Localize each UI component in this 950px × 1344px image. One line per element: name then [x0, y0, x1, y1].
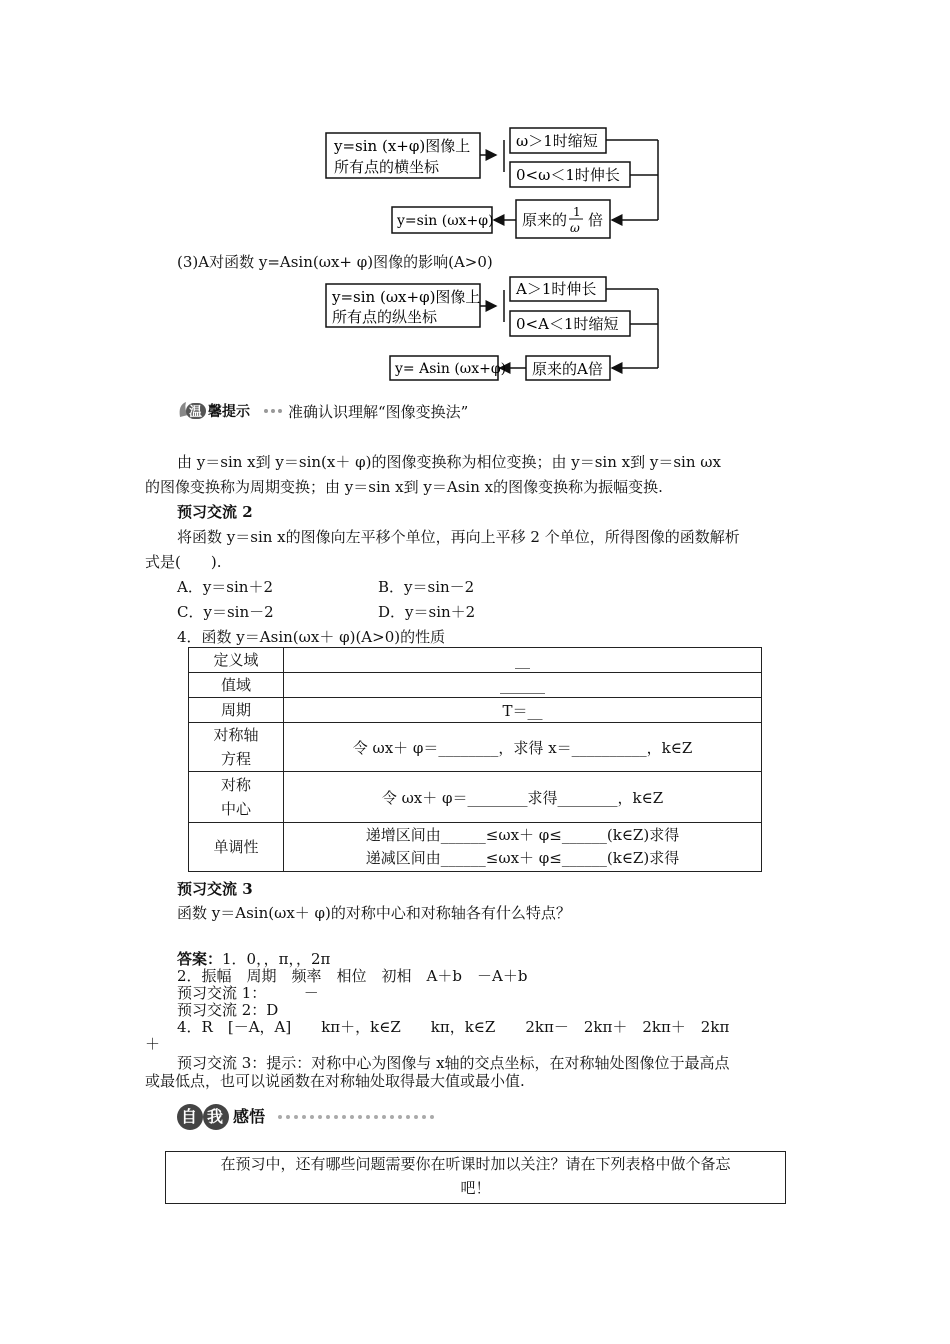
- d2-branch-bottom: 0<A＜1时缩短: [516, 315, 619, 333]
- memo-line1: 在预习中，还有哪些问题需要你在听课时加以关注？请在下列表格中做个备忘: [220, 1155, 731, 1173]
- row-label: 周期: [189, 698, 284, 723]
- tip-body-2: 的图像变换称为周期变换；由 y＝sin x到 y＝Asin x的图像变换称为振幅变换.: [145, 478, 663, 496]
- row-label-line2: 中心: [220, 800, 251, 818]
- answers-line6: ＋: [145, 1035, 161, 1053]
- answers-line1-text: 1．0，，π，，2π: [222, 950, 331, 968]
- row-value-line2: 递减区间由______≤ωx＋ φ≤______(k∈Z)求得: [365, 849, 680, 867]
- table-row: [189, 673, 762, 698]
- row-label-line2: 方程: [220, 750, 251, 768]
- table-row: [189, 648, 762, 673]
- preview2-title: 预习交流 2: [177, 503, 253, 521]
- d2-output: y= Asin (ωx+φ): [395, 361, 507, 377]
- row-value: 令 ωx＋ φ＝________，求得 x＝__________，k∈Z: [284, 723, 762, 772]
- answers-line7b: 或最低点，也可以说函数在对称轴处取得最大值或最小值.: [145, 1072, 525, 1090]
- d1-start-line1: y=sin (x+φ)图像上: [334, 137, 471, 155]
- section3-title: (3)A对函数 y=Asin(ωx+ φ)图像的影响(A>0): [177, 253, 493, 271]
- answers-label: 答案：: [177, 950, 223, 968]
- memo-box: [165, 1151, 786, 1204]
- d1-result-prefix: 原来的: [522, 211, 568, 229]
- self-badge-char1: 自: [181, 1107, 198, 1126]
- table-row: [189, 723, 762, 772]
- option-c: C．y＝sin－2: [177, 603, 274, 621]
- self-badge-char2: 我: [207, 1107, 224, 1126]
- row-value-line1: 递增区间由______≤ωx＋ φ≤______(k∈Z)求得: [365, 826, 680, 844]
- row-value: [284, 823, 762, 872]
- amplitude-transform-diagram: [320, 270, 670, 385]
- self-badge-text: 感悟: [233, 1107, 266, 1126]
- d1-output: y=sin (ωx+φ): [397, 213, 494, 229]
- svg-text:温: 温: [189, 405, 203, 420]
- answers-line3: 预习交流 1： －: [177, 984, 319, 1002]
- preview3-question: 函数 y＝Asin(ωx＋ φ)的对称中心和对称轴各有什么特点？: [177, 904, 571, 922]
- section4-title: 4．函数 y＝Asin(ωx＋ φ)(A>0)的性质: [177, 628, 446, 646]
- row-label: [189, 723, 284, 772]
- table-row: [189, 772, 762, 823]
- row-label: 值域: [189, 673, 284, 698]
- tip-badge: [176, 399, 286, 421]
- row-label: 单调性: [189, 823, 284, 872]
- table-row: [189, 823, 762, 872]
- row-label: [189, 772, 284, 823]
- d2-result-box: 原来的A倍: [532, 360, 603, 378]
- svg-text:馨提示: 馨提示: [208, 404, 250, 420]
- d1-start-line2: 所有点的横坐标: [334, 158, 440, 176]
- memo-line2: 吧！: [460, 1179, 491, 1197]
- option-b: B．y＝sin－2: [378, 578, 475, 596]
- row-value: __: [284, 648, 762, 673]
- d1-result-suffix: 倍: [588, 211, 604, 229]
- d1-frac-num: 1: [573, 205, 581, 219]
- d1-branch-bottom: 0<ω＜1时伸长: [516, 166, 620, 184]
- properties-table: [188, 647, 762, 872]
- row-label-line1: 对称轴: [213, 726, 259, 744]
- answers-line2: 2．振幅 周期 频率 相位 初相 A＋b －A＋b: [177, 967, 528, 985]
- preview3-title: 预习交流 3: [177, 880, 253, 898]
- d1-frac-den: ω: [570, 221, 580, 235]
- tip-body-1: 由 y＝sin x到 y＝sin(x＋ φ)的图像变换称为相位变换；由 y＝sin x到 y＝sin ωx: [177, 453, 721, 471]
- preview2-question-2: 式是( ).: [145, 553, 222, 571]
- row-label-line1: 对称: [220, 776, 251, 794]
- d1-branch-top: ω＞1时缩短: [516, 132, 598, 150]
- d2-start-line2: 所有点的纵坐标: [332, 308, 438, 326]
- answers-line4: 预习交流 2：D: [177, 1001, 279, 1019]
- answers-line5: 4．R [－A，A] kπ＋，k∈Z kπ，k∈Z 2kπ－ 2kπ＋ 2kπ＋ 2kπ: [177, 1018, 730, 1036]
- option-a: A．y＝sin＋2: [177, 578, 274, 596]
- answers-line1: [177, 951, 330, 968]
- self-reflection-badge: [176, 1103, 438, 1131]
- option-d: D．y＝sin＋2: [378, 603, 476, 621]
- row-value: 令 ωx＋ φ＝________求得________，k∈Z: [284, 772, 762, 823]
- tip-heading: 准确认识理解“图像变换法”: [288, 403, 469, 421]
- omega-transform-diagram: [320, 120, 670, 245]
- row-value: ______: [284, 673, 762, 698]
- preview2-question-1: 将函数 y＝sin x的图像向左平移个单位，再向上平移 2 个单位，所得图像的函数解析: [177, 528, 740, 546]
- answers-line7a: 预习交流 3：提示：对称中心为图像与 x轴的交点坐标，在对称轴处图像位于最高点: [177, 1054, 730, 1072]
- row-label: 定义域: [189, 648, 284, 673]
- d2-branch-top: A＞1时伸长: [516, 280, 597, 298]
- row-value: T＝__: [284, 698, 762, 723]
- d2-start-line1: y=sin (ωx+φ)图像上: [332, 288, 481, 306]
- table-row: [189, 698, 762, 723]
